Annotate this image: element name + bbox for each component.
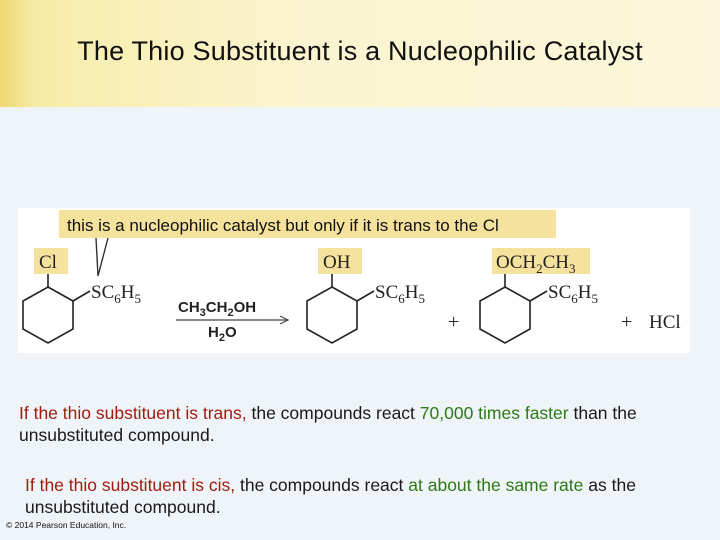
trans-condition: If the thio substituent is trans,	[19, 403, 247, 423]
plus-sign-1: +	[448, 311, 460, 333]
product2-s-bond	[530, 291, 547, 301]
reagent-above: $CH_3CH_2OH$	[178, 299, 257, 319]
cis-mid-text: the compounds react	[235, 475, 409, 495]
copyright: © 2014 Pearson Education, Inc.	[6, 520, 127, 530]
product1-ring	[307, 287, 357, 343]
product1-oh-label: OH	[323, 252, 351, 273]
trans-mid-text: the compounds react	[246, 403, 420, 423]
trans-end-text: than the unsubstituted compound.	[19, 403, 637, 445]
cis-condition: If the thio substituent is cis,	[25, 475, 236, 495]
product2-och2ch3-label: $OCH_2CH_3$	[496, 252, 576, 276]
callout-text: this is a nucleophilic catalyst but only if it is trans to the Cl	[67, 216, 499, 235]
reaction-scheme-drawing	[18, 208, 690, 353]
reactant-s-bond	[73, 291, 90, 301]
product2-sc6h5-label: $SC_6H_5$	[548, 282, 598, 306]
slide-title: The Thio Substituent is a Nucleophilic Catalyst	[77, 36, 643, 66]
callout-pointer	[96, 238, 108, 276]
plus-sign-2: +	[621, 311, 633, 333]
reactant-sc6h5-label: $SC_6H_5$	[91, 282, 141, 306]
cis-rate: at about the same rate	[408, 475, 584, 495]
trans-statement	[19, 402, 709, 446]
cis-end-text: as the unsubstituted compound.	[25, 475, 636, 517]
reagent-below: $H_2O$	[208, 324, 237, 344]
product1-s-bond	[357, 291, 374, 301]
reactant-cl-label: Cl	[39, 252, 57, 273]
trans-rate: 70,000 times faster	[419, 403, 569, 423]
reaction-scheme	[18, 208, 690, 353]
cis-statement	[25, 474, 715, 518]
product2-ring	[480, 287, 530, 343]
product1-sc6h5-label: $SC_6H_5$	[375, 282, 425, 306]
hcl-label: HCl	[649, 312, 681, 333]
reactant-ring	[23, 287, 73, 343]
